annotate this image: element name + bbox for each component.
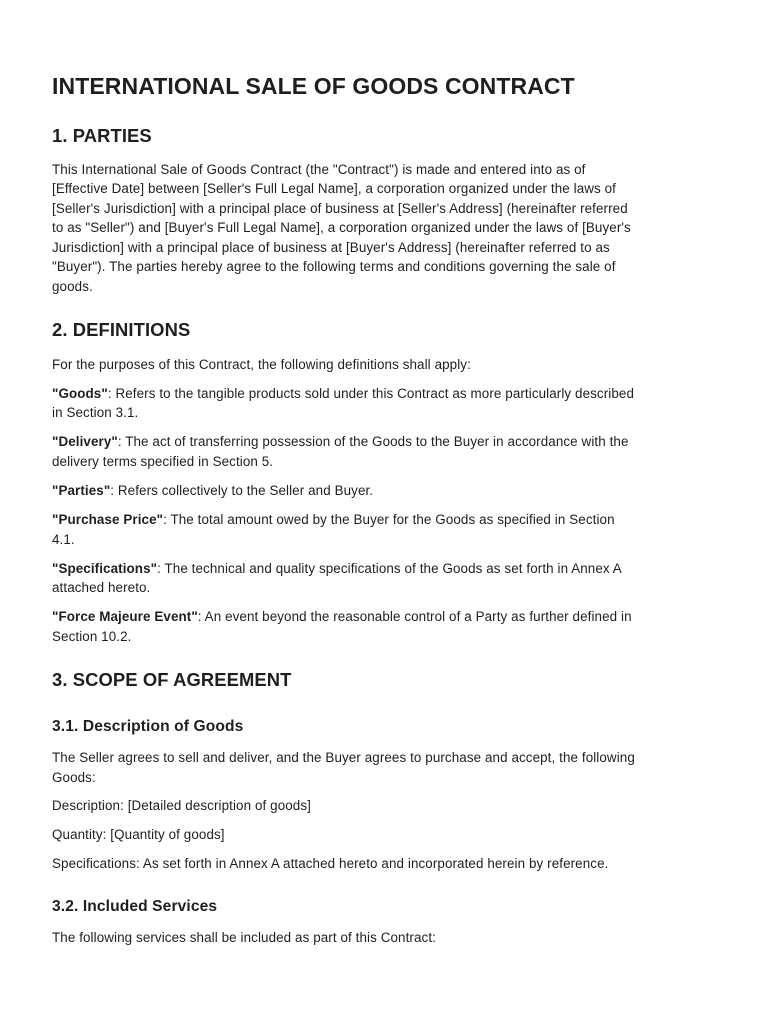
definition-term: "Parties" [52, 483, 111, 498]
section-heading-definitions: 2. DEFINITIONS [52, 319, 191, 340]
paragraph-line: [Seller's Jurisdiction] with a principal place of business at [Seller's Address] (hereinafter referred [52, 201, 628, 216]
definition-text: attached hereto. [52, 580, 151, 595]
definition-text: : An event beyond the reasonable control of a Party as further defined in [197, 609, 632, 624]
paragraph-line: [Effective Date] between [Seller's Full Legal Name], a corporation organized under the laws of [52, 181, 617, 196]
goods-quantity-line: Quantity: [Quantity of goods] [52, 827, 225, 842]
document-title: INTERNATIONAL SALE OF GOODS CONTRACT [52, 73, 575, 99]
section-heading-scope: 3. SCOPE OF AGREEMENT [52, 669, 292, 690]
paragraph-line: to as "Seller") and [Buyer's Full Legal Name], a corporation organized under the laws of [Buyer's [52, 220, 631, 235]
definition-text: : The technical and quality specifications of the Goods as set forth in Annex A [157, 561, 622, 576]
paragraph-line: The following services shall be included as part of this Contract: [52, 930, 436, 945]
definitions-intro: For the purposes of this Contract, the following definitions shall apply: [52, 357, 471, 372]
goods-specifications-line: Specifications: As set forth in Annex A attached hereto and incorporated herein by reference. [52, 856, 609, 871]
definition-text: 4.1. [52, 532, 75, 547]
definition-term: "Delivery" [52, 434, 118, 449]
paragraph-line: goods. [52, 279, 93, 294]
definition-term: "Force Majeure Event" [52, 609, 198, 624]
definition-text: : Refers collectively to the Seller and Buyer. [110, 483, 374, 498]
definition-term: "Specifications" [52, 561, 158, 576]
paragraph-line: The Seller agrees to sell and deliver, and the Buyer agrees to purchase and accept, the following [52, 750, 635, 765]
definition-text: : The total amount owed by the Buyer for the Goods as specified in Section [163, 512, 615, 527]
definition-text: : Refers to the tangible products sold under this Contract as more particularly described [107, 386, 634, 401]
definition-text: Section 10.2. [52, 629, 132, 644]
definition-text: : The act of transferring possession of the Goods to the Buyer in accordance with the [117, 434, 629, 449]
subsection-heading-description-of-goods: 3.1. Description of Goods [52, 718, 244, 735]
definition-term: "Goods" [52, 386, 108, 401]
definition-text: in Section 3.1. [52, 405, 139, 420]
subsection-heading-included-services: 3.2. Included Services [52, 898, 218, 915]
definition-term: "Purchase Price" [52, 512, 164, 527]
goods-description-line: Description: [Detailed description of goods] [52, 798, 311, 813]
paragraph-line: Goods: [52, 770, 96, 785]
definition-text: delivery terms specified in Section 5. [52, 454, 274, 469]
paragraph-line: "Buyer"). The parties hereby agree to the following terms and conditions governing the sale of [52, 259, 616, 274]
paragraph-line: Jurisdiction] with a principal place of business at [Buyer's Address] (hereinafter referred to as [52, 240, 610, 255]
section-heading-parties: 1. PARTIES [52, 125, 152, 146]
paragraph-line: This International Sale of Goods Contract (the "Contract") is made and entered into as of [52, 162, 586, 177]
